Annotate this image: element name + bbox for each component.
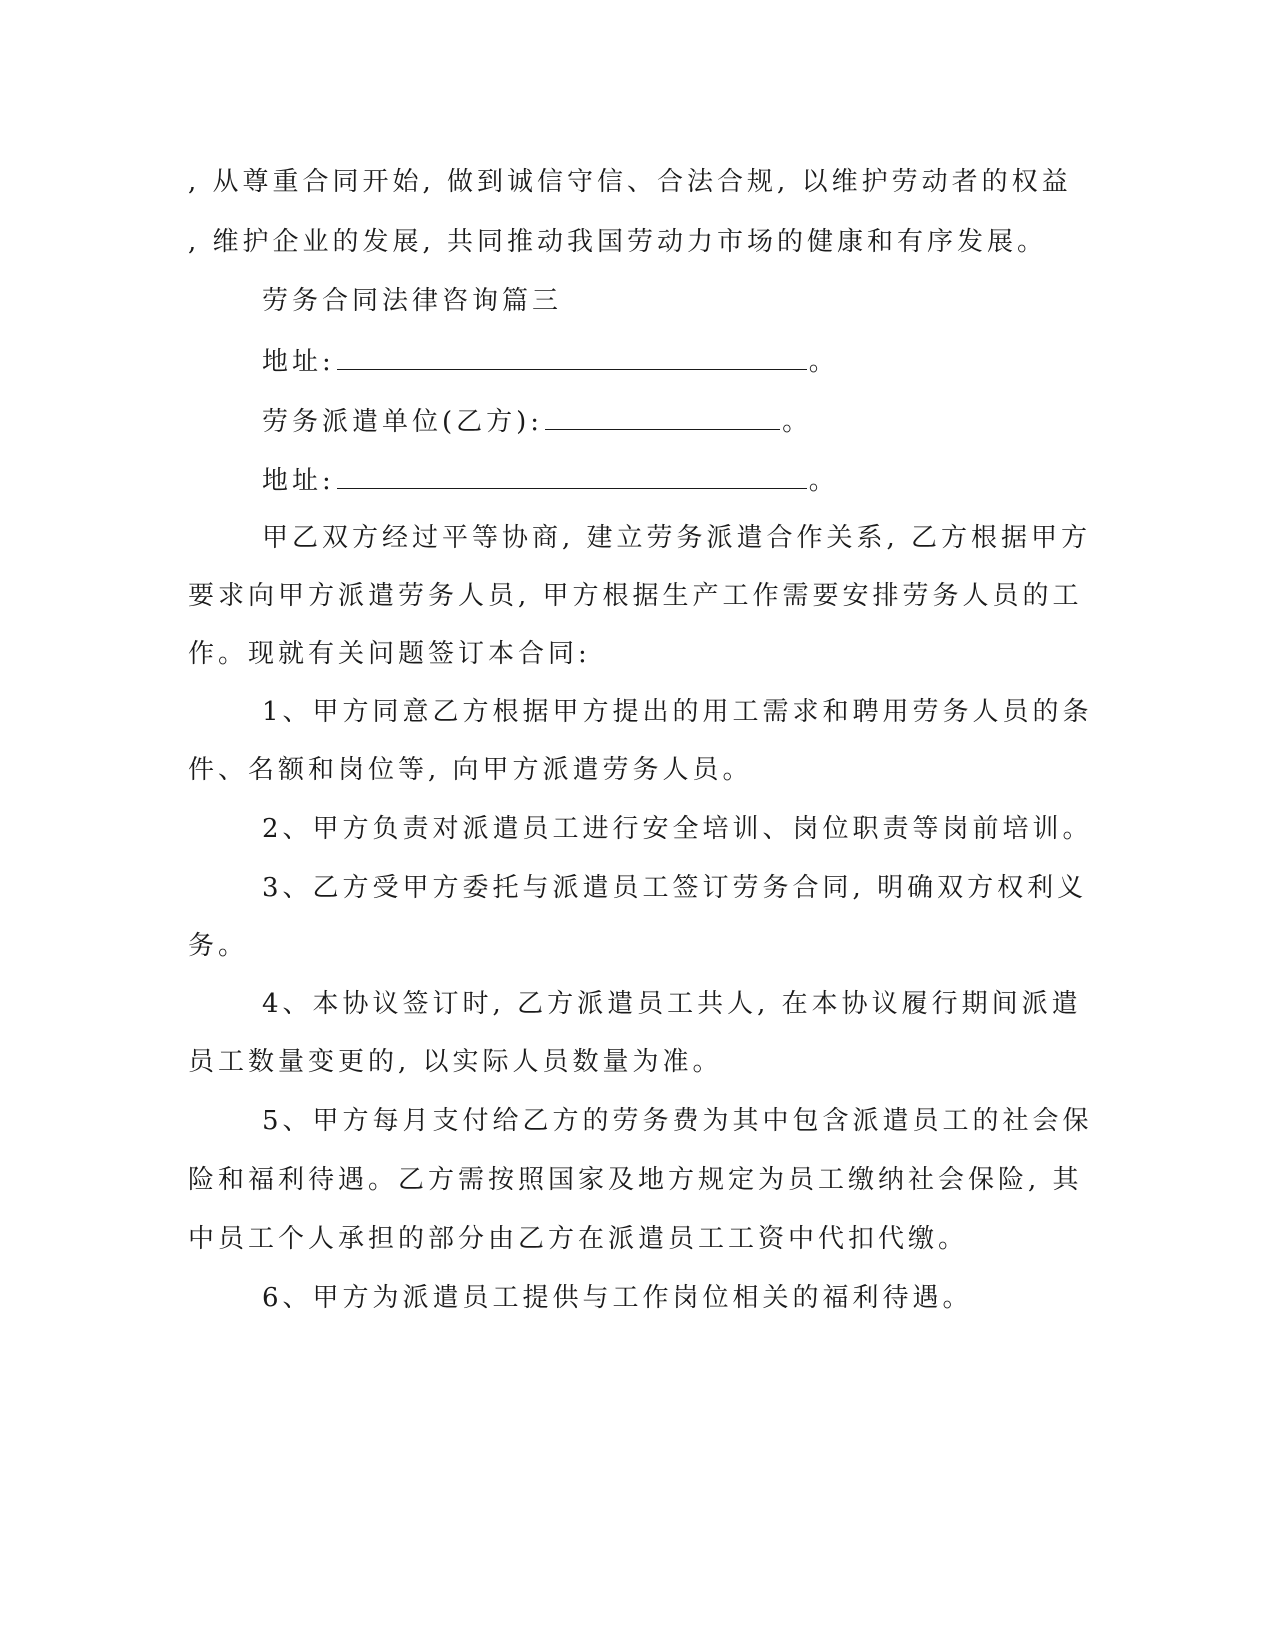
clause-1-line-1: 1、甲方同意乙方根据甲方提出的用工需求和聘用劳务人员的条 <box>262 697 1093 727</box>
dispatch-unit-field <box>262 405 812 438</box>
address-blank-2 <box>337 464 807 489</box>
clause-6-line-1: 6、甲方为派遣员工提供与工作岗位相关的福利待遇。 <box>262 1283 973 1313</box>
body-line-4: 要求向甲方派遣劳务人员, 甲方根据生产工作需要安排劳务人员的工 <box>188 581 1083 611</box>
address-blank-1 <box>337 345 807 370</box>
body-line-3: 甲乙双方经过平等协商, 建立劳务派遣合作关系, 乙方根据甲方 <box>262 523 1092 553</box>
dispatch-unit-label: 劳务派遣单位(乙方): <box>262 407 544 437</box>
address-label-2: 地址: <box>262 466 335 496</box>
dispatch-unit-end: 。 <box>782 407 813 437</box>
address-end-2: 。 <box>808 466 839 496</box>
address-label-1: 地址: <box>262 347 335 377</box>
clause-5-line-3: 中员工个人承担的部分由乙方在派遣员工工资中代扣代缴。 <box>188 1224 969 1254</box>
clause-2-line-1: 2、甲方负责对派遣员工进行安全培训、岗位职责等岗前培训。 <box>262 814 1093 844</box>
clause-3-line-2: 务。 <box>188 931 249 961</box>
body-line-2: , 维护企业的发展, 共同推动我国劳动力市场的健康和有序发展。 <box>188 227 1048 257</box>
clause-3-line-1: 3、乙方受甲方委托与派遣员工签订劳务合同, 明确双方权利义 <box>262 873 1088 903</box>
dispatch-unit-blank <box>545 405 780 430</box>
clause-4-line-2: 员工数量变更的, 以实际人员数量为准。 <box>188 1047 723 1077</box>
clause-5-line-2: 险和福利待遇。乙方需按照国家及地方规定为员工缴纳社会保险, 其 <box>188 1165 1083 1195</box>
section-heading: 劳务合同法律咨询篇三 <box>262 286 563 316</box>
clause-4-line-1: 4、本协议签订时, 乙方派遣员工共人, 在本协议履行期间派遣 <box>262 989 1082 1019</box>
address-field-1 <box>262 345 839 378</box>
body-line-1: , 从尊重合同开始, 做到诚信守信、合法合规, 以维护劳动者的权益 <box>188 167 1072 197</box>
address-end-1: 。 <box>808 347 839 377</box>
address-field-2 <box>262 464 839 497</box>
clause-1-line-2: 件、名额和岗位等, 向甲方派遣劳务人员。 <box>188 755 753 785</box>
clause-5-line-1: 5、甲方每月支付给乙方的劳务费为其中包含派遣员工的社会保 <box>262 1106 1093 1136</box>
body-line-5: 作。现就有关问题签订本合同: <box>188 639 591 669</box>
